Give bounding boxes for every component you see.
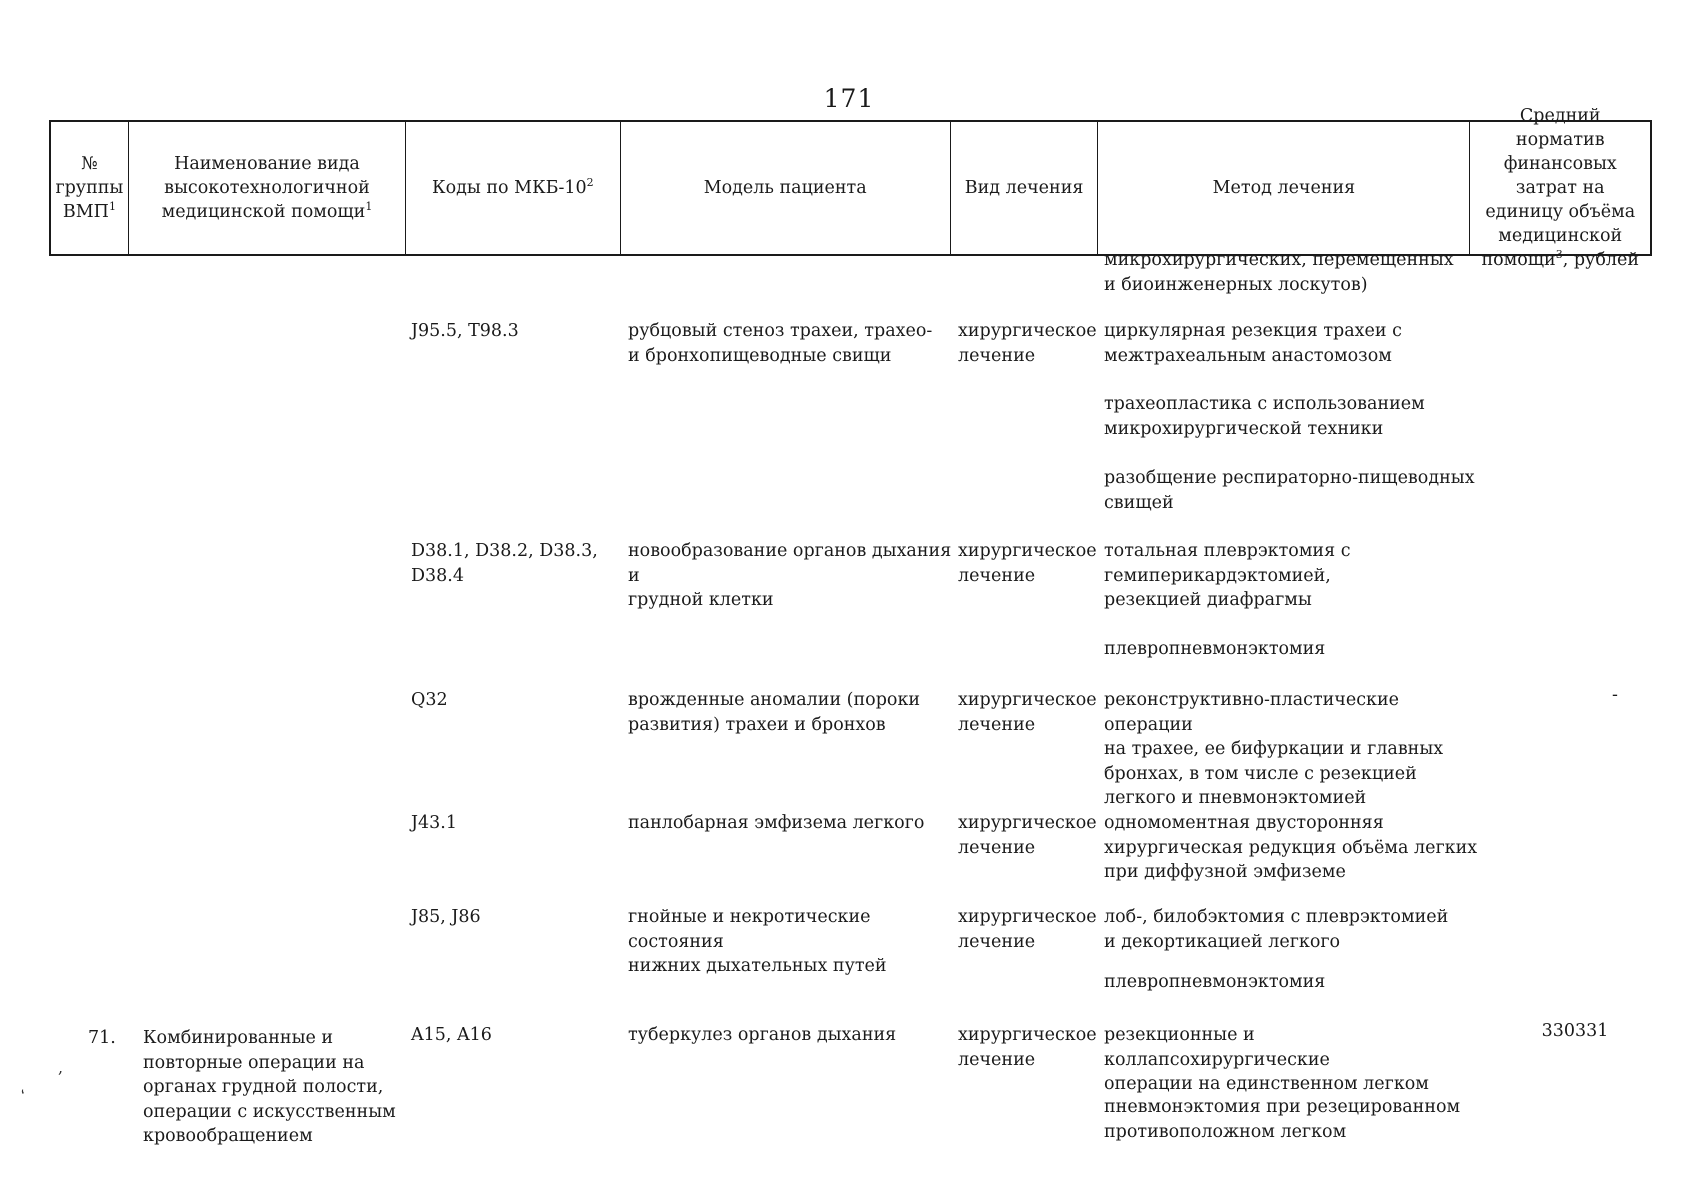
row6-model: туберкулез органов дыхания xyxy=(628,1025,897,1045)
row4-model: панлобарная эмфизема легкого xyxy=(628,813,925,833)
header-treatment-type: Вид лечения xyxy=(951,122,1099,254)
row6-method-1: резекционные и коллапсохирургические операции на единственном легком xyxy=(1104,1025,1429,1094)
row3-method-1: реконструктивно-пластические операции на трахее, ее бифуркации и главных бронхах, в том числе с резекцией легкого и пневмонэктомией xyxy=(1104,690,1444,808)
row4-type: хирургическое лечение xyxy=(958,813,1097,858)
header-treatment-method: Метод лечения xyxy=(1098,122,1470,254)
row2-method-2: плевропневмонэктомия xyxy=(1104,639,1326,659)
row6-method-2: пневмонэктомия при резецированном противоположном легком xyxy=(1104,1097,1461,1142)
row1-type: хирургическое лечение xyxy=(958,321,1097,366)
row5-model: гнойные и некротические состояния нижних дыхательных путей xyxy=(628,907,887,976)
row6-codes: A15, A16 xyxy=(411,1025,492,1045)
row6-price: 330331 xyxy=(1541,1021,1609,1041)
row5-method-2: плевропневмонэктомия xyxy=(1104,972,1326,992)
row2-codes: D38.1, D38.2, D38.3, D38.4 xyxy=(411,541,598,586)
row2-method-1: тотальная плеврэктомия с гемиперикардэктомией, резекцией диафрагмы xyxy=(1104,541,1351,610)
row1-codes: J95.5, T98.3 xyxy=(411,321,519,341)
row5-codes: J85, J86 xyxy=(411,907,481,927)
row3-model: врожденные аномалии (пороки развития) трахеи и бронхов xyxy=(628,690,921,735)
row2-model: новообразование органов дыхания и грудной клетки xyxy=(628,541,952,610)
row6-care-type-name: Комбинированные и повторные операции на органах грудной полости, операции с искусственным кровообращением xyxy=(143,1028,396,1146)
scan-mark: ‘ xyxy=(17,1085,32,1106)
row6-group-number: 71. xyxy=(88,1028,116,1048)
header-patient-model: Модель пациента xyxy=(621,122,951,254)
row1-method-1: циркулярная резекция трахеи с межтрахеальным анастомозом xyxy=(1104,321,1402,366)
row4-codes: J43.1 xyxy=(411,813,457,833)
scan-mark: , xyxy=(58,1058,64,1077)
row5-type: хирургическое лечение xyxy=(958,907,1097,952)
header-icd-codes: Коды по МКБ-$10^2$ xyxy=(406,122,620,254)
row6-type: хирургическое лечение xyxy=(958,1025,1097,1070)
method-continuation: микрохирургических, перемещенных и биоинженерных лоскутов) xyxy=(1104,250,1454,295)
table-header xyxy=(49,106,1652,270)
row1-method-3: разобщение респираторно-пищеводных свищей xyxy=(1104,468,1475,513)
row2-type: хирургическое лечение xyxy=(958,541,1097,586)
header-cost-standard: Средний норматив финансовых затрат на единицу объёма медицинской помощи$^3$, рублей xyxy=(1481,106,1640,270)
page-number: 171 xyxy=(823,84,875,113)
header-group-number: № группы ВМП$^1$ xyxy=(51,122,129,254)
row1-model: рубцовый стеноз трахеи, трахео- и бронхопищеводные свищи xyxy=(628,321,933,366)
row1-method-2: трахеопластика с использованием микрохирургической техники xyxy=(1104,394,1425,439)
row5-method-1: лоб-, билобэктомия с плеврэктомией и декортикацией легкого xyxy=(1104,907,1449,952)
header-care-type-name: Наименование вида высокотехнологичной медицинской помощи$^1$ xyxy=(129,122,406,254)
row3-price: - xyxy=(1612,685,1618,705)
row3-codes: Q32 xyxy=(411,690,448,710)
row3-type: хирургическое лечение xyxy=(958,690,1097,735)
row4-method-1: одномоментная двусторонняя хирургическая редукция объёма легких при диффузной эмфиземе xyxy=(1104,813,1478,882)
